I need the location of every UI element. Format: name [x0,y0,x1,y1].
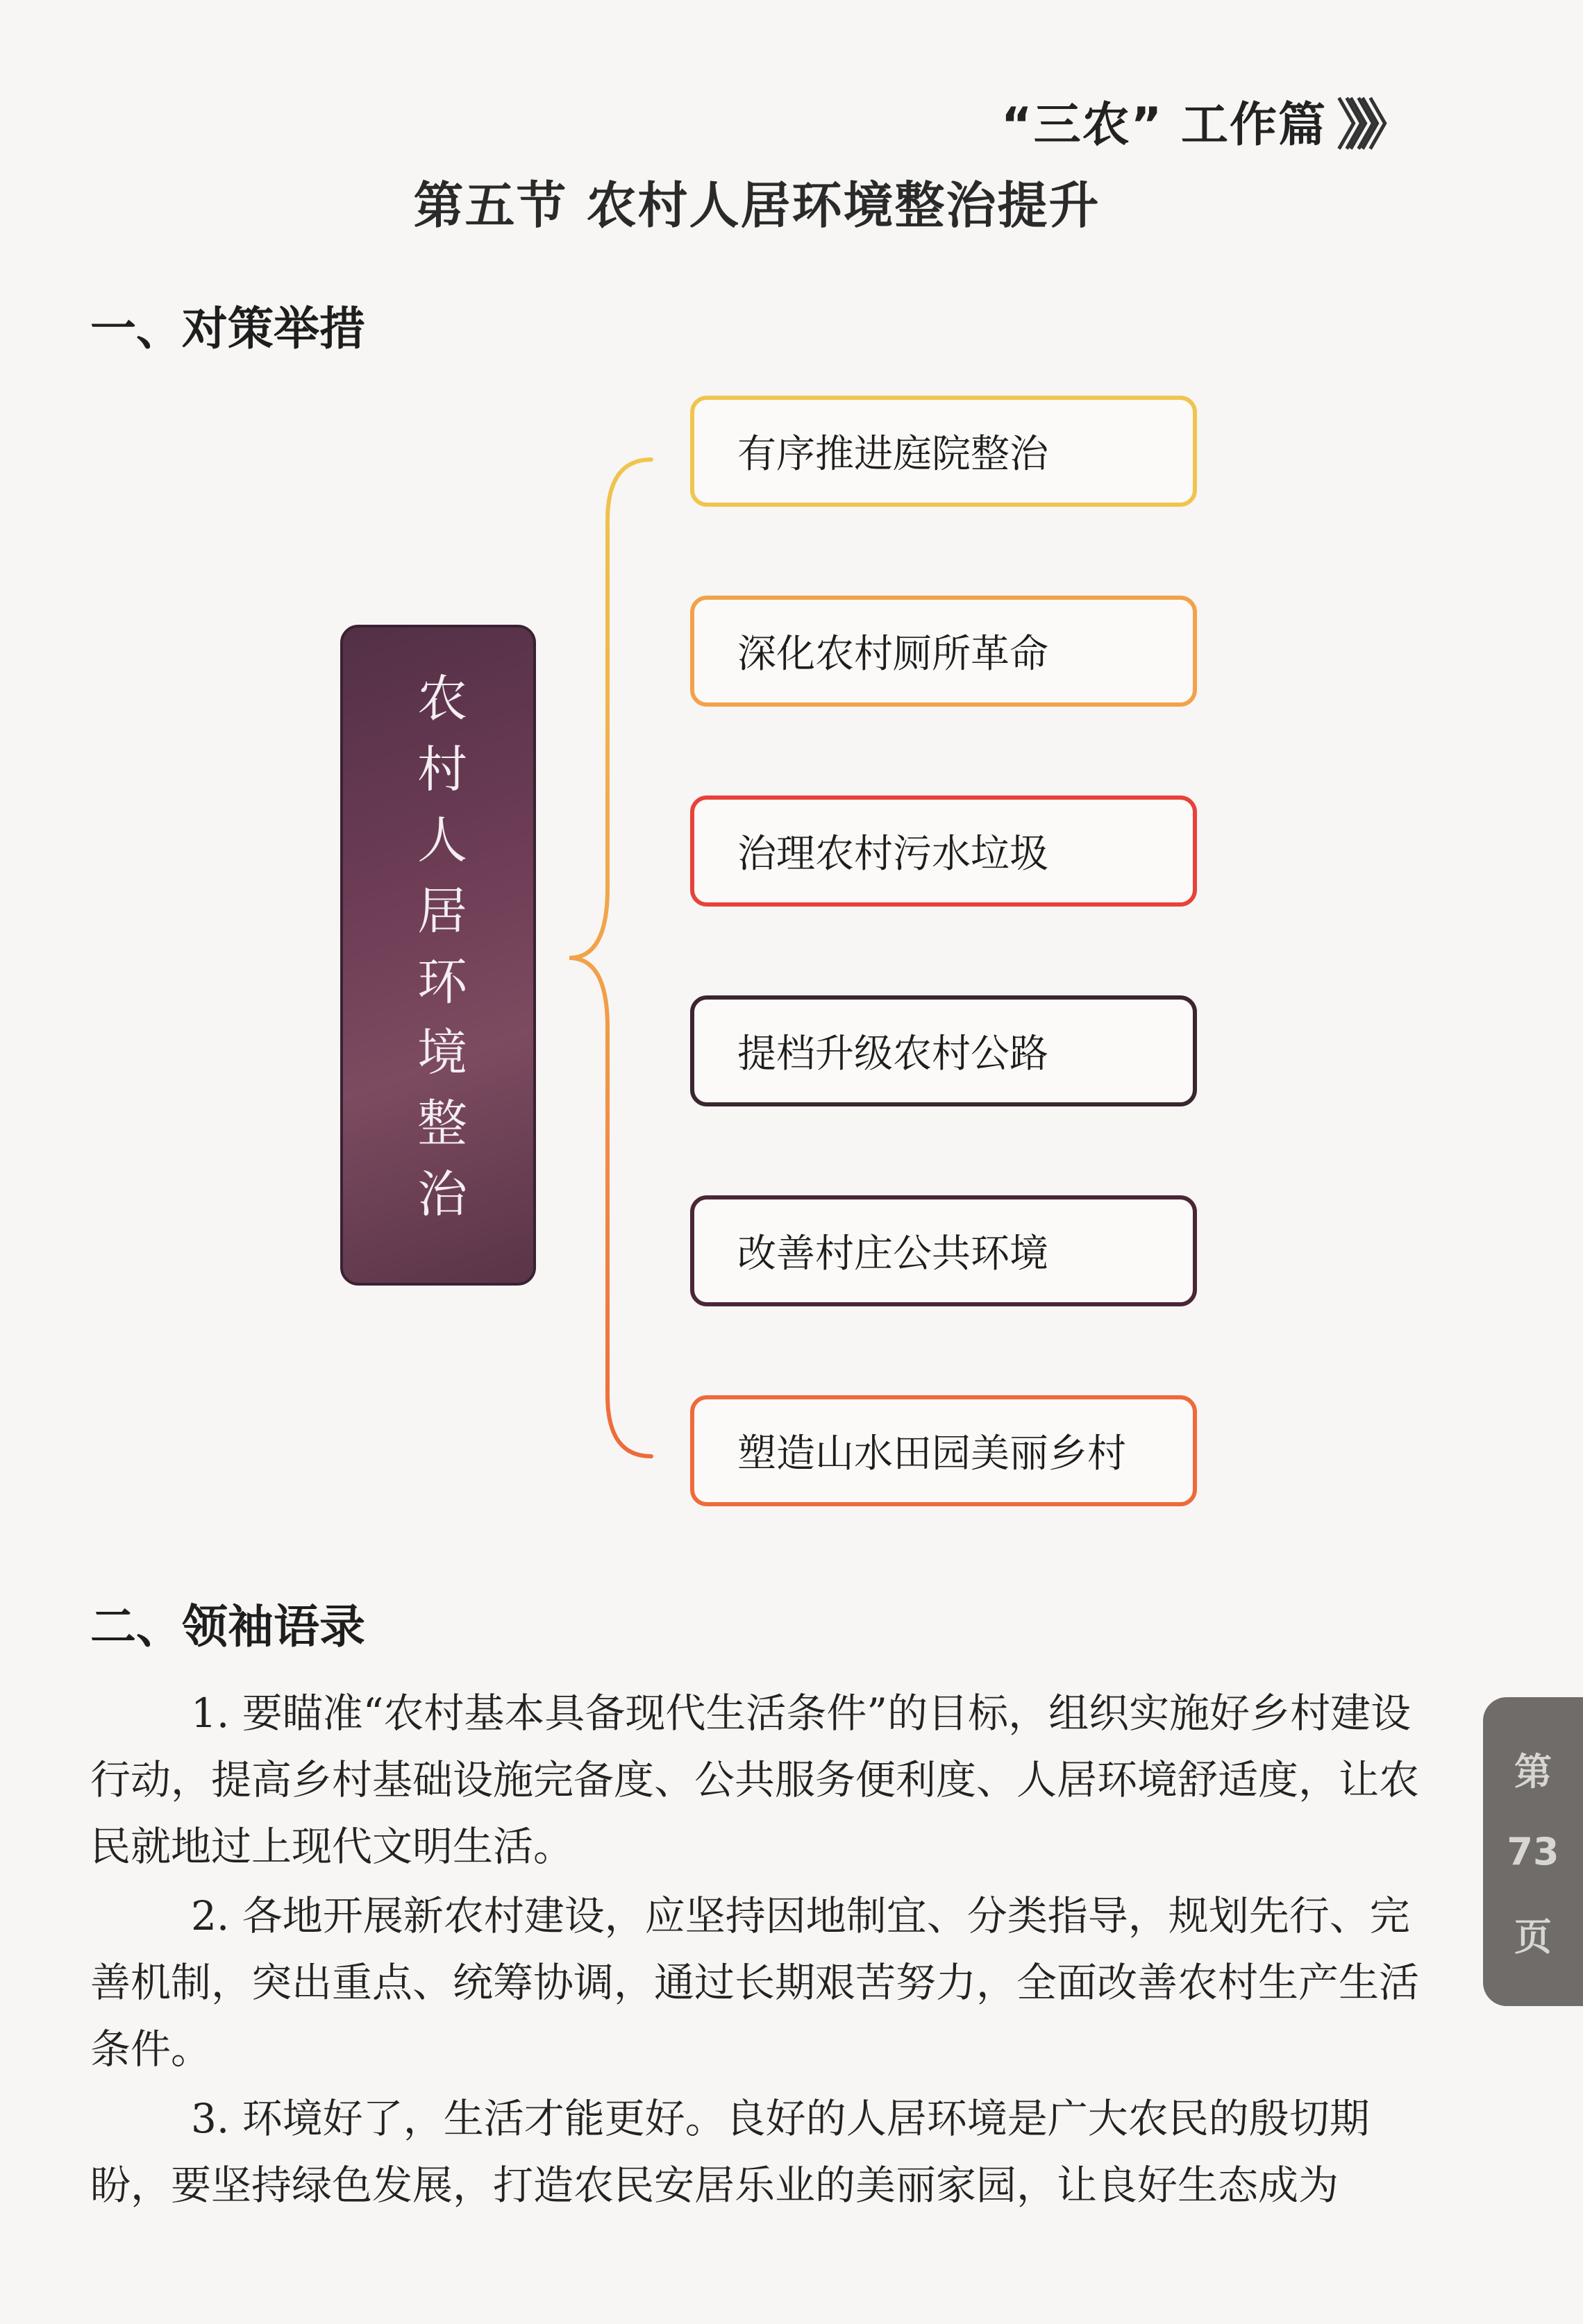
page-number: 73 [1507,1829,1559,1873]
branch-label: 有序推进庭院整治 [737,432,1048,477]
header-label: “三农” 工作篇 [1000,97,1327,153]
mindmap-branch-sewage [690,795,1197,907]
section-heading-quotes: 二、领袖语录 [90,1600,365,1653]
branch-label: 深化农村厕所革命 [737,632,1048,677]
quote-paragraph-3 [90,2085,1423,2218]
quote-text: 1. 要瞄准“农村基本具备现代生活条件”的目标，组织实施好乡村建设行动，提高乡村基础设施完备度、公共服务便利度、人居环境舒适度，让农民就地过上现代文明生活。 [90,1690,1420,1870]
branch-label: 改善村庄公共环境 [737,1231,1048,1277]
mindmap-center-label: 农村人居环境整治 [409,672,467,1238]
section-heading-measures: 一、对策举措 [90,302,365,355]
quote-paragraph-2 [90,1883,1423,2082]
branch-label: 提档升级农村公路 [737,1032,1048,1077]
page-title: 第五节 农村人居环境整治提升 [413,176,1100,235]
quote-paragraph-1 [90,1680,1423,1880]
header-arrows-icon: 》》》 [1336,94,1399,157]
page-number-tab [1483,1697,1583,2006]
quote-text: 2. 各地开展新农村建设，应坚持因地制宜、分类指导，规划先行、完善机制，突出重点、统筹协调，通过长期艰苦努力，全面改善农村生产生活条件。 [90,1892,1420,2073]
mindmap-branch-toilet [690,596,1197,707]
quote-text: 3. 环境好了，生活才能更好。良好的人居环境是广大农民的殷切期盼，要坚持绿色发展，打造农民安居乐业的美丽家园，让良好生态成为 [90,2095,1370,2209]
page-tab-bottom: 页 [1514,1915,1552,1960]
mindmap-center-box [340,625,536,1286]
mindmap-branch-beautiful-village [690,1395,1197,1506]
mindmap-branch-courtyard [690,396,1197,507]
page-tab-top: 第 [1514,1749,1552,1794]
mindmap-branch-roads [690,995,1197,1106]
mindmap-bracket [555,444,667,1472]
mindmap-branch-public-environment [690,1195,1197,1306]
branch-label: 塑造山水田园美丽乡村 [737,1431,1126,1476]
running-header [1001,82,1399,160]
branch-label: 治理农村污水垃圾 [737,832,1048,877]
